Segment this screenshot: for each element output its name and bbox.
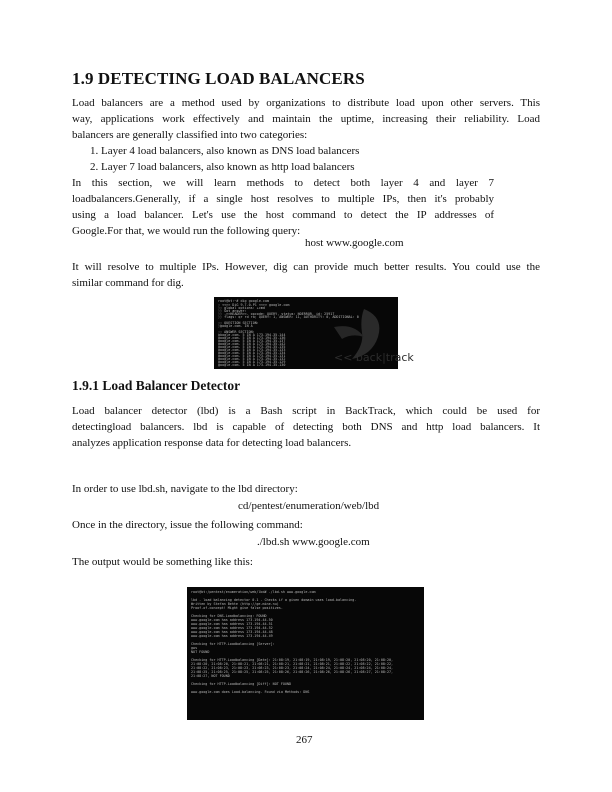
- terminal-line: www.google.com has address 173.194.44.52: [191, 626, 273, 630]
- dig-terminal-screenshot: [214, 297, 414, 369]
- terminal-line: root@bt:/pentest/enumeration/web/lbd# ./lbd.sh www.google.com: [191, 590, 316, 594]
- page-number: 267: [296, 734, 313, 746]
- terminal-line: google.com. 5 IN A 173.194.35.132: [218, 357, 286, 361]
- terminal-line: google.com. 5 IN A 173.194.35.134: [218, 351, 286, 355]
- terminal-line: ;; Got answer:: [218, 309, 247, 313]
- terminal-line: NOT FOUND: [191, 650, 210, 654]
- terminal-line: google.com. 5 IN A 173.194.35.131: [218, 354, 286, 358]
- once-instruction: Once in the directory, issue the following command:: [72, 519, 303, 531]
- text-line: Load balancers are a method used by organizations to distribute load upon other servers. This: [72, 97, 540, 109]
- terminal-line: Checking for HTTP-Loadbalancing [Date]: 21:08:19, 21:08:19, 21:08:19, 21:08:20, 21:08:20, 21:08:20,: [191, 658, 394, 662]
- lbd-terminal-screenshot: [187, 587, 424, 720]
- terminal-line: Checking for DNS-Loadbalancing: FOUND: [191, 614, 267, 618]
- text-line: It will resolve to multiple IPs. However, dig can provide much better results. You could use the: [72, 261, 540, 273]
- terminal-line: 21:08:20, 21:08:20, 21:08:21, 21:08:21, 21:08:21, 21:08:21, 21:08:21, 21:08:22, 21:08:22, 21:08:22,: [191, 662, 394, 666]
- text-line: Google.For that, we would run the following query:: [72, 225, 301, 237]
- text-line: using a load balancer. Let's use the host command to detect the IP addresses of: [72, 209, 494, 221]
- detection-paragraph: [72, 175, 494, 239]
- terminal-line: ;; ->>HEADER<<- opcode: QUERY, status: NOERROR, id: 25917: [218, 312, 335, 316]
- terminal-line: google.com. 5 IN A 173.194.35.133: [218, 348, 286, 352]
- section-heading: 1.9 DETECTING LOAD BALANCERS: [72, 69, 365, 88]
- navigate-instruction: In order to use lbd.sh, navigate to the lbd directory:: [72, 483, 298, 495]
- text-line: Load balancer detector (lbd) is a Bash script in BackTrack, which could be used for: [72, 405, 540, 417]
- terminal-line: gws: [191, 646, 198, 650]
- subsection-heading: 1.9.1 Load Balancer Detector: [72, 378, 241, 393]
- intro-paragraph: [72, 95, 540, 143]
- terminal-line: Proof-of-concept! Might give false positives.: [191, 606, 283, 610]
- terminal-line: 21:08:25, 21:08:25, 21:08:25, 21:08:25, 21:08:26, 21:08:26, 21:08:26, 21:08:26, 21:08:27, 21:08:27,: [191, 670, 394, 674]
- terminal-line: google.com. 5 IN A 173.194.35.130: [218, 363, 286, 367]
- terminal-line: root@bt:~# dig google.com: [218, 299, 270, 303]
- terminal-line: 21:08:27, NOT FOUND: [191, 674, 230, 678]
- text-line: balancers are generally classified into two categories:: [72, 129, 308, 141]
- terminal-line: ;; global options: +cmd: [218, 306, 265, 310]
- terminal-line: www.google.com has address 173.194.44.51: [191, 622, 273, 626]
- terminal-line: ;; ANSWER SECTION:: [218, 330, 255, 334]
- text-line: loadbalancers.Generally, if a single host resolves to multiple IPs, then it's probably: [72, 193, 494, 205]
- terminal-line: www.google.com has address 173.194.44.50: [191, 618, 273, 622]
- terminal-line: ;google.com. IN A: [218, 324, 253, 328]
- text-line: similar command for dig.: [72, 277, 184, 289]
- terminal-line: www.google.com does Load-balancing. Found via Methods: DNS: [191, 690, 310, 694]
- text-line: way, applications work effectively and maintain the uptime, increasing their reliability. Load: [72, 113, 540, 125]
- lbd-paragraph: [72, 403, 540, 451]
- terminal-line: google.com. 5 IN A 173.194.35.129: [218, 360, 286, 364]
- output-intro: The output would be something like this:: [72, 556, 253, 568]
- terminal-line: google.com. 5 IN A 173.194.35.142: [218, 342, 286, 346]
- terminal-line: 21:08:22, 21:08:23, 21:08:23, 21:08:23, 21:08:23, 21:08:24, 21:08:24, 21:08:24, 21:08:24, 21:08:24,: [191, 666, 394, 670]
- terminal-line: google.com. 5 IN A 173.194.35.144: [218, 333, 286, 337]
- terminal-line: google.com. 5 IN A 173.194.35.135: [218, 345, 286, 349]
- svg-text:<< back|track: << back|track: [334, 351, 414, 364]
- dig-paragraph: [72, 259, 540, 291]
- terminal-line: lbd - load balancing detector 0.1 - Checks if a given domain uses load-balancing.: [191, 598, 357, 602]
- text-line: detectingload balancers. lbd is capable of detecting both DNS and http load balancers. It: [72, 421, 540, 433]
- text-line: analyzes application response data for detecting load balancers.: [72, 437, 352, 449]
- terminal-line: ;; QUESTION SECTION:: [218, 321, 259, 325]
- terminal-line: Written by Stefan Behte (http://ge.mine.nu): [191, 602, 279, 606]
- host-command: host www.google.com: [305, 237, 404, 249]
- terminal-line: google.com. 5 IN A 173.194.35.137: [218, 339, 286, 343]
- list-item: 2. Layer 7 load balancers, also known as http load balancers: [90, 161, 355, 173]
- terminal-line: google.com. 5 IN A 173.194.35.136: [218, 336, 286, 340]
- terminal-line: ;; flags: qr rd ra; QUERY: 1, ANSWER: 11, AUTHORITY: 0, ADDITIONAL: 0: [218, 315, 359, 319]
- terminal-line: www.google.com has address 173.194.44.49: [191, 634, 273, 638]
- list-item: 1. Layer 4 load balancers, also known as DNS load balancers: [90, 145, 360, 157]
- cd-command: cd/pentest/enumeration/web/lbd: [238, 500, 380, 512]
- terminal-line: ; <<>> DiG 9.7.0-P1 <<>> google.com: [218, 303, 290, 307]
- terminal-line: www.google.com has address 173.194.44.48: [191, 630, 273, 634]
- terminal-line: Checking for HTTP-Loadbalancing [Server]:: [191, 642, 275, 646]
- terminal-line: Checking for HTTP-Loadbalancing [Diff]: NOT FOUND: [191, 682, 292, 686]
- category-list: [90, 143, 359, 175]
- text-line: In this section, we will learn methods to detect both layer 4 and layer 7: [72, 177, 494, 189]
- lbd-command: ./lbd.sh www.google.com: [257, 536, 370, 548]
